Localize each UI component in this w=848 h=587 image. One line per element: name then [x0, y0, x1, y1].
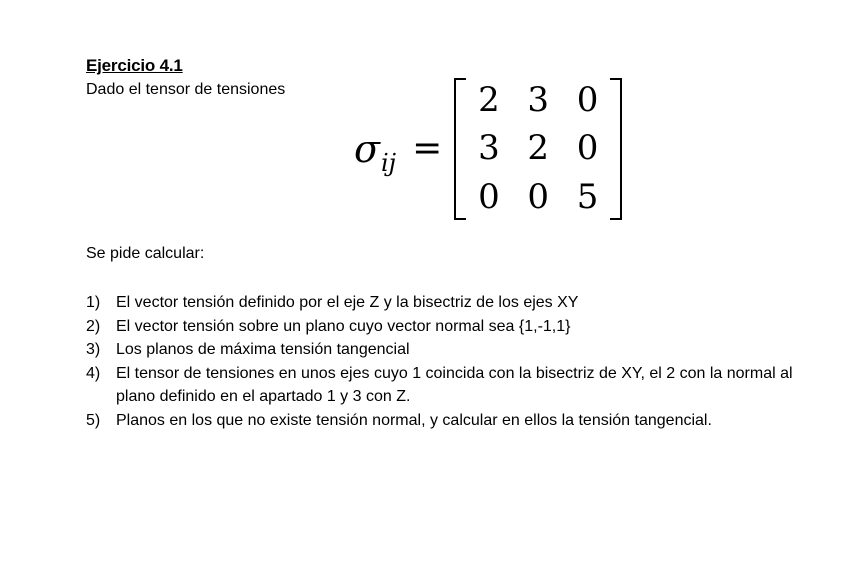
- matrix-cell-r3c1: 0: [478, 176, 500, 217]
- task-number: 1): [86, 294, 101, 311]
- task-text: El vector tensión definido por el eje Z y la bisectriz de los ejes XY: [116, 294, 579, 311]
- task-text: El vector tensión sobre un plano cuyo vector normal sea {1,-1,1}: [116, 317, 571, 335]
- list-item: [86, 409, 806, 433]
- ask-text: Se pide calcular:: [86, 245, 205, 262]
- matrix-cell-r1c3: 0: [576, 80, 599, 121]
- matrix-cell-r2c1: 3: [478, 128, 500, 169]
- task-list: [86, 291, 806, 432]
- matrix-cell-r1c2: 3: [527, 80, 550, 121]
- stress-matrix: [454, 76, 622, 221]
- list-item: [86, 338, 806, 362]
- matrix-cell-r2c2: 2: [527, 128, 550, 169]
- task-number: 3): [86, 341, 101, 358]
- task-text: El tensor de tensiones en unos ejes cuyo 1 coincida con la bisectriz de XY, el 2 con la normal al plano definido en el apartado 1 y 3 con Z.: [116, 364, 793, 405]
- equals-sign: =: [412, 128, 443, 169]
- matrix-cell-r1c1: 2: [478, 80, 500, 121]
- task-number: 4): [86, 364, 101, 382]
- list-item: [86, 315, 806, 339]
- exercise-title: Ejercicio 4.1: [86, 56, 183, 75]
- sigma-symbol: σ: [354, 126, 380, 171]
- right-bracket: [610, 78, 622, 220]
- intro-text: Dado el tensor de tensiones: [86, 81, 286, 98]
- list-item: [86, 362, 806, 409]
- matrix-cell-r2c3: 0: [576, 128, 599, 169]
- task-number: 2): [86, 317, 101, 335]
- tensor-subscript: ij: [380, 148, 397, 177]
- list-item: [86, 291, 806, 315]
- tensor-symbol: [354, 126, 397, 177]
- matrix-cell-r3c2: 0: [527, 176, 550, 217]
- matrix-cell-r3c3: 5: [576, 176, 599, 217]
- task-text: Planos en los que no existe tensión normal, y calcular en ellos la tensión tangencial.: [116, 411, 712, 429]
- task-text: Los planos de máxima tensión tangencial: [116, 341, 410, 358]
- stress-tensor-equation: [354, 76, 622, 221]
- task-number: 5): [86, 411, 101, 429]
- matrix-grid: [464, 76, 612, 221]
